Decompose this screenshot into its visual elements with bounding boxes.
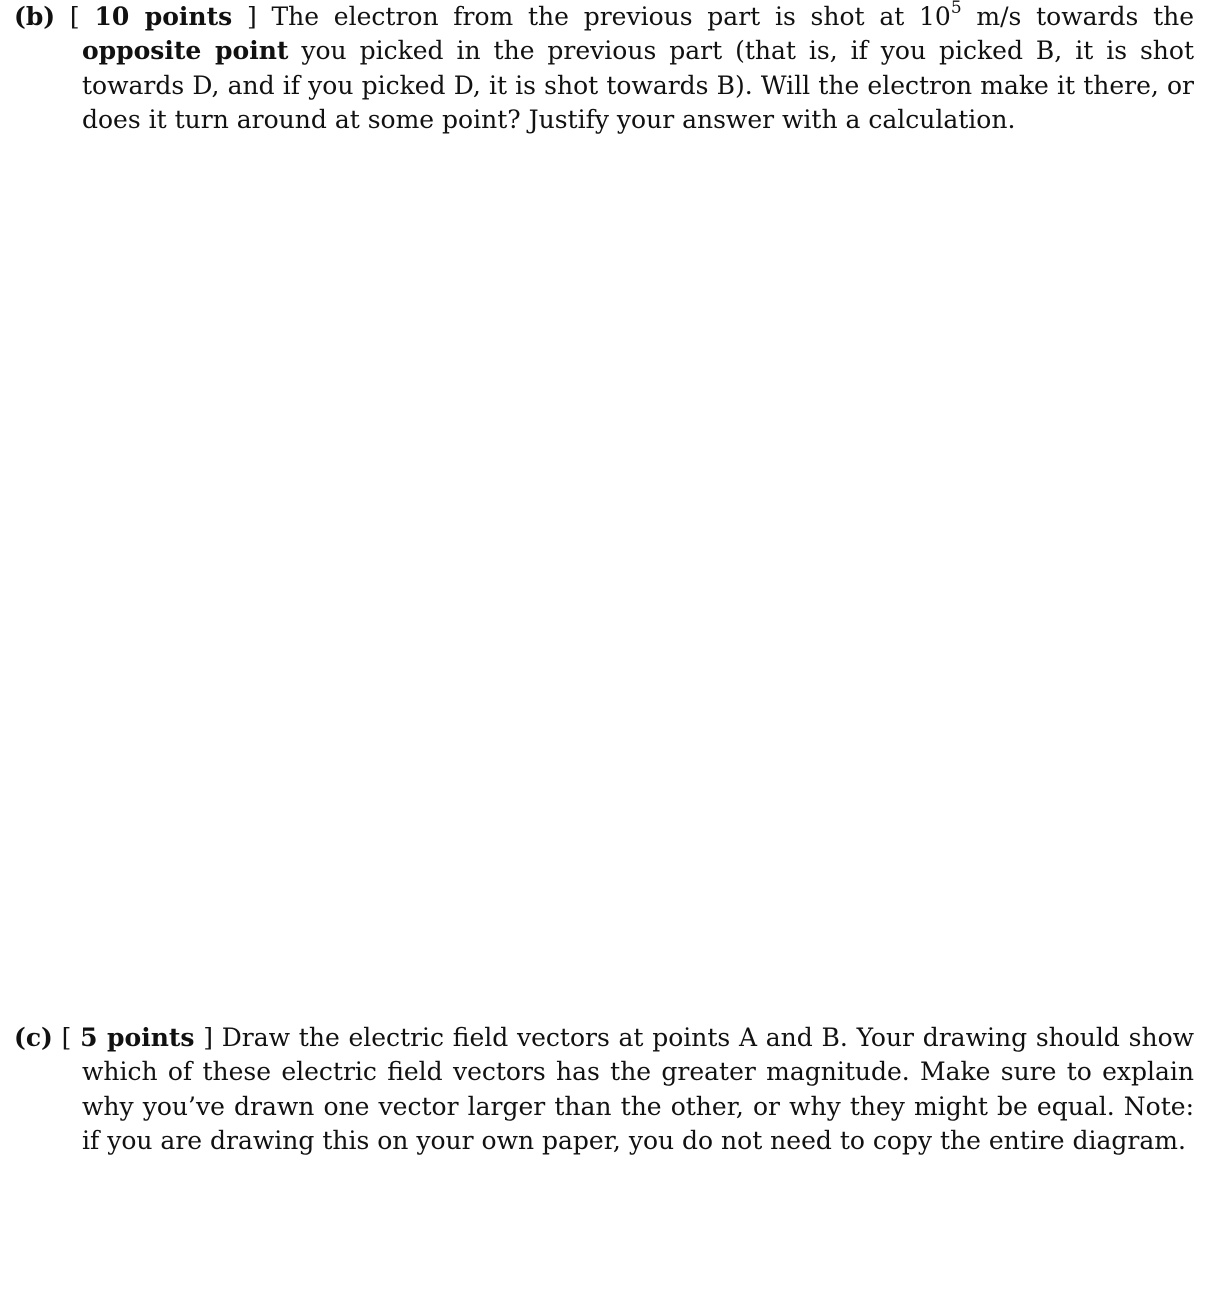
part-c-points-close: ] bbox=[203, 1023, 214, 1052]
part-b-text-1: The electron from the previous part is shot at 10 bbox=[271, 2, 951, 31]
part-c-text bbox=[14, 1021, 1194, 1158]
problem-part-c bbox=[14, 1021, 1194, 1158]
answer-space-part-c bbox=[0, 1165, 1228, 1315]
part-b-text-2: m/s towards the bbox=[961, 2, 1195, 31]
part-c-label: (c) bbox=[14, 1023, 53, 1052]
part-b-exponent: 5 bbox=[950, 0, 962, 19]
part-b-emphasis: opposite point bbox=[82, 36, 289, 66]
part-b-label: (b) bbox=[14, 2, 56, 31]
answer-space-part-b bbox=[0, 140, 1228, 1010]
part-b-text-3: you picked in the previous part (that is, if you picked B, it is shot towards D, and if you picked D, it is shot towards B). Will the electron make it there, or does it turn around at some point? Justify your answer with a calculation. bbox=[82, 36, 1194, 134]
part-c-points-open: [ bbox=[61, 1023, 72, 1052]
part-b-points: 10 points bbox=[94, 2, 233, 31]
part-c-points: 5 points bbox=[80, 1023, 195, 1052]
part-c-body: Draw the electric field vectors at points A and B. Your drawing should show which of these electric field vectors has the greater magnitude. Make sure to explain why you’ve drawn one vector larger than the other, or why they might be equal. Note: if you are drawing this on your own paper, you do not need to copy the entire diagram. bbox=[82, 1023, 1195, 1155]
part-b-points-close: ] bbox=[246, 2, 257, 31]
part-b-points-open: [ bbox=[69, 2, 80, 31]
problem-part-b bbox=[14, 0, 1194, 137]
part-b-text bbox=[14, 0, 1194, 137]
